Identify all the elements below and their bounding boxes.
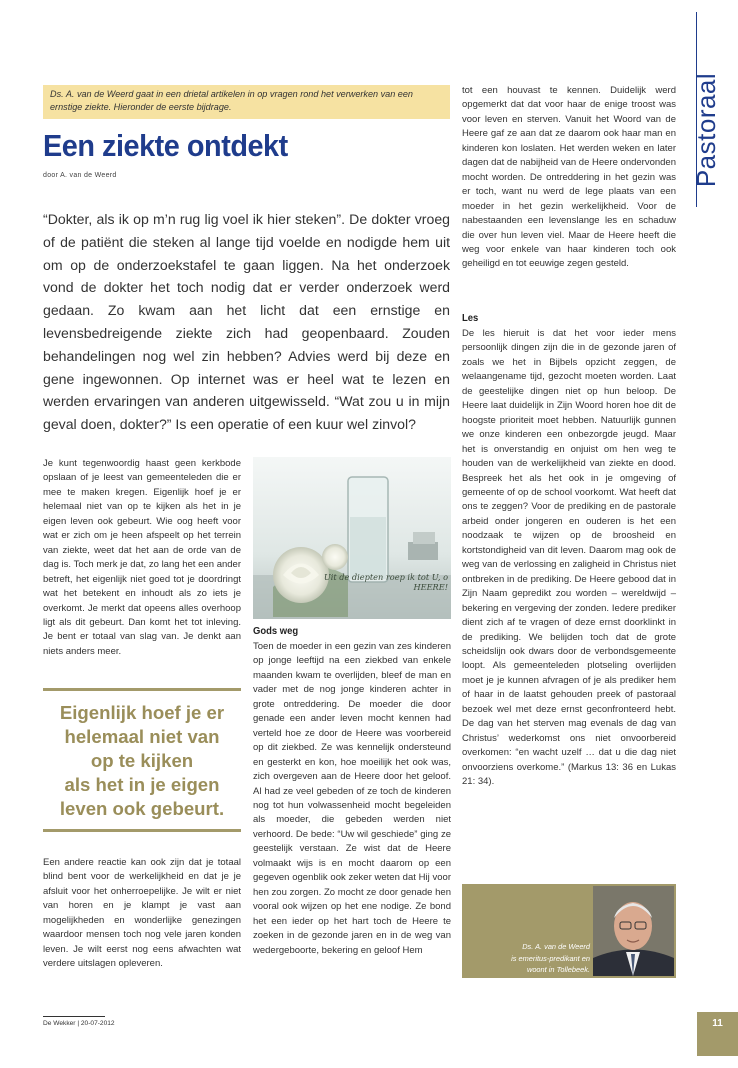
pull-quote <box>43 688 241 832</box>
body-text-col3-top: tot een houvast te kennen. Duidelijk werd opgemerkt dat dat voor haar de enige troost was voor leven en sterven. Vanuit het Woord van de Heere gaf ze aan dat ze daarom ook haar man en kinderen kon loslaten. Het werden weken en later dagen dat de nabijheid van de Heere ondervonden mocht worden. De ontreddering in het gezin was er toch, want nu werd de lege plaats van een moeder in het gezin werkelijkheid. Voor de nabestaanden een levenslange les en schaduw die over hun leven viel. Maar de Heere heeft die weg voor enkele van haar kinderen toch ook geheiligd en tot eeuwige zegen gesteld. <box>462 85 676 270</box>
intro-box: Ds. A. van de Weerd gaat in een drietal artikelen in op vragen rond het verwerken van een ernstige ziekte. Hieronder de eerste bijdrage. <box>43 85 450 119</box>
pull-quote-line: op te kijken <box>90 750 194 771</box>
footer-publication: De Wekker | 20-07-2012 <box>43 1020 115 1027</box>
author-caption-line: is emeritus-predikant en <box>511 953 590 963</box>
page-number: 11 <box>697 1012 738 1056</box>
body-text-col1-top: Je kunt tegenwoordig haast geen kerkbode opslaan of je leest van gemeenteleden die er mee te maken kregen. Eigenlijk hoef je er helemaal niet van op te kijken als het in je eigen leven ook gebeurt. Wie oog heeft voor wat er zich om je heen afspeelt op het terrein van ziekte, weet dat het aan de orde van de dag is. Toch merk je dat, zo lang het een ander betreft, het eigenlijk niet goed tot je doordringt wat het betekent en inhoudt als zo iets je overkomt. Je merkt dat opeens alles overhoop ligt als dit gebeurt. Dan komt het tot inleving. Je bent er totaal van slag van. Je denkt aan niets anders meer. <box>43 458 241 657</box>
body-text-col1-bottom: Een andere reactie kan ook zijn dat je totaal blind bent voor de werkelijkheid en dat je je afsluit voor het onherroepelijke. Je wilt er niet van horen en je klampt je vast aan mogelijkheden en wonderlijke genezingen waardoor mensen toch nog vele jaren konden leven. Je wilt eerst nog eens afwachten wat verdere uitslagen opleveren. <box>43 857 241 970</box>
section-label: Pastoraal <box>691 72 721 188</box>
pull-quote-line: leven ook gebeurt. <box>59 798 225 819</box>
subheading-les: Les <box>462 312 479 324</box>
pull-quote-line: als het in je eigen <box>64 774 220 795</box>
article-photo <box>253 457 451 619</box>
subheading-gods-weg: Gods weg <box>253 625 299 637</box>
article-title: Een ziekte ontdekt <box>43 128 288 163</box>
photo-caption: Uit de diepten roep ik tot U, o HEERE! <box>323 572 448 592</box>
footer-rule <box>43 1016 105 1017</box>
lead-paragraph: “Dokter, als ik op m’n rug lig voel ik hier steken”. De dokter vroeg of de patiënt die steken al lange tijd voelde en nodigde hem uit om op de onderzoekstafel te gaan liggen. Na het onderzoek vond de dokter het toch nodig dat er verder onderzoek werd gedaan. Zo kwam aan het licht dat een ernstige en levensbedreigende ziekte zich had geopenbaard. Zouden behandelingen nog wel zin hebben? Advies werd bij deze en gene ingewonnen. Op internet was er heel wat te lezen en werden ervaringen van anderen uitgewisseld. “Wat zou u in mijn geval doen, dokter?” Is een operatie of een kuur wel zinvol? <box>43 211 450 433</box>
byline: door A. van de Weerd <box>43 172 117 179</box>
pull-quote-line: Eigenlijk hoef je er <box>59 702 225 723</box>
body-text-col3-bottom: De les hieruit is dat het voor ieder mens persoonlijk dingen zijn die in de gezonde jaren of zoals we het in Bijbels opzicht zeggen, de welaangename tijd, gezocht moeten worden. Laat de geestelijke dingen niet op hun beloop. De Heere laat duidelijk in Zijn Woord horen hoe dit de hoogste prioriteit moet hebben. Natuurlijk gunnen we onze kinderen een onbezorgde jeugd. Maar het is onverstandig en onjuist om hen weg te houden van de werkelijkheid van ziekte en dood. Bespreek het als het ook in je omgeving of gemeente of op de school voorkomt. Wat heeft dat ons te zeggen? Voor de prediking en de pastorale arbeid onder jongeren en ouderen is het een noodzaak te wijzen op de broosheid en kortstondigheid van dit leven. Daarom mag ook de weg van de verlossing en zaligheid in Christus niet ontbreken in de prediking. De Heere gebood dat in Zijn Naam gepredikt zou worden – wereldwijd – bekering en vergeving der zonden. Iedere prediker dient zich af te vragen of deze ernst doorklinkt in de prediking. We belijden toch dat de grote scheidslijn ook dwars door de verbondsgemeente loopt. Als gemeenteleden plotseling overlijden moet je je kunnen afvragen of je als prediker hem of haar in de laatst gehouden preek of pastoraal bezoek wel met deze ernst geconfronteerd hebt. De dag van het sterven mag evenals de dag van Christus’ wederkomst ons niet onvoorbereid overkomen: “en wacht uzelf … dat u die dag niet onvoorziens overkome.” (Markus 13: 36 en Lukas 21: 34). <box>462 328 676 788</box>
author-caption-line: Ds. A. van de Weerd <box>522 942 590 951</box>
author-portrait-image <box>593 886 674 976</box>
author-photo <box>593 886 674 976</box>
rose-glass-image <box>253 457 451 619</box>
author-caption <box>470 941 590 976</box>
pull-quote-line: helemaal niet van <box>64 726 220 747</box>
body-text-col2: Toen de moeder in een gezin van zes kinderen op jonge leeftijd na een ziekbed van enkele maanden kwam te overlijden, bleef de man en vader met de nog jonge kinderen achter in grote ontreddering. De moeder die door genade een ander leven mocht kennen had verteld hoe ze door de Heere was voorbereid op dit ziekbed. Ze was kennelijk ondersteund en gesterkt en kon, hoe moeilijk het ook was, zich overgeven aan de Heere door het geloof. Al had ze veel gebeden of ze toch de kinderen nog tot hun volwassenheid mocht begeleiden als moeder, die gebeden werden niet verhoord. De bede: “Uw wil geschiede” ging ze geestelijk verstaan. Ze wist dat de Heere volmaakt wijs is en mocht daarom op een gegeven ogenblik ook zeker weten dat Hij voor hen zou zorgen. Zo mocht ze door genade hen vooral ook wijzen op het ene nodige. Ze bond het een ieder op het hart toch de Heere te zoeken in de gezonde jaren en in de weg van wedergeboorte, bekering en geloof Hem <box>253 641 451 956</box>
author-caption-line: woont in Tollebeek. <box>526 965 590 974</box>
